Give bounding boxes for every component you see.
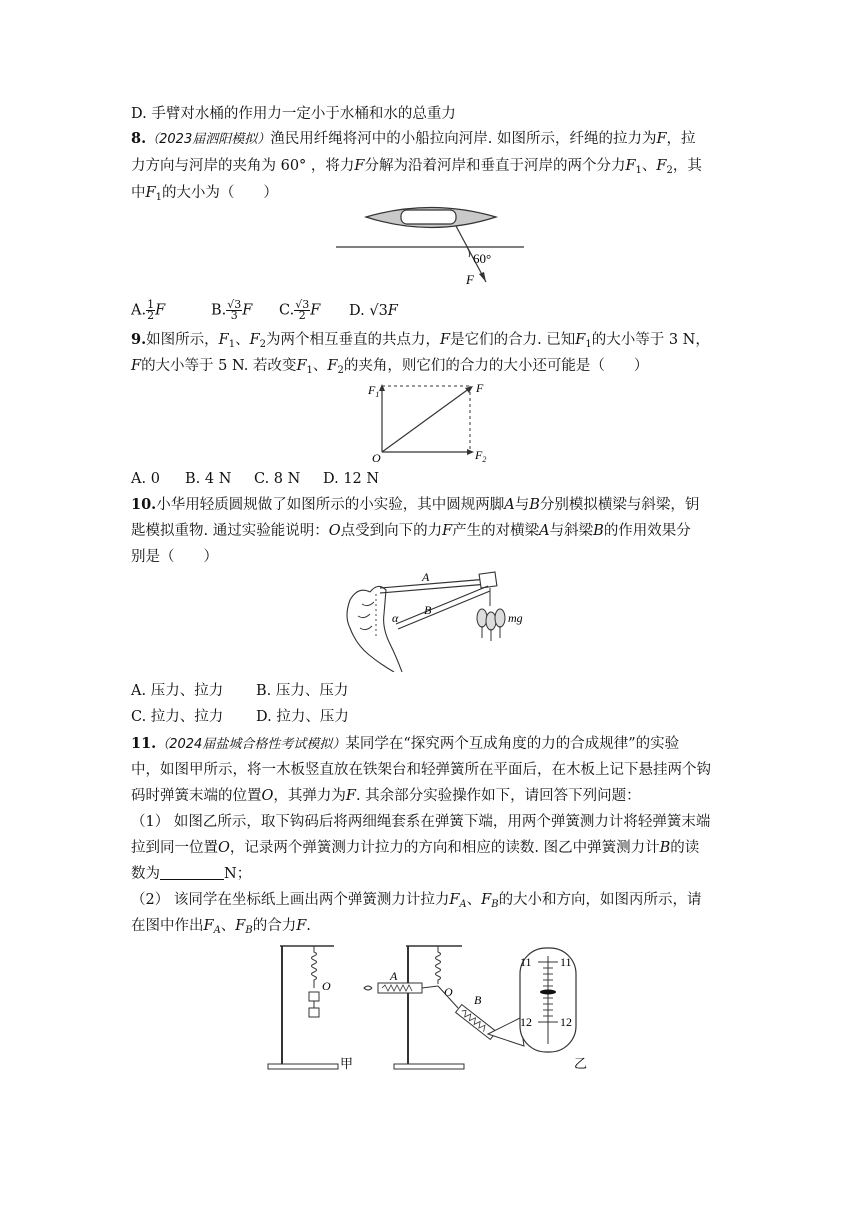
arrow-head [479, 272, 486, 282]
text: 与斜梁 [549, 523, 594, 539]
q9-option-c[interactable]: C. 8 N [254, 471, 301, 487]
text: B [491, 899, 499, 910]
text: 力方向与河岸的夹角为 60° ，将力 [131, 158, 355, 174]
fraction [226, 300, 242, 321]
text: F [203, 918, 214, 934]
f1-label: $F_1$ [368, 383, 380, 399]
text: 的大小为（ ） [161, 185, 278, 201]
angle-label: 60° [473, 251, 492, 266]
q10-line-1 [131, 495, 731, 515]
beam-b-top [396, 586, 488, 624]
f-label: F [476, 381, 484, 395]
text: F [131, 358, 142, 374]
resultant-vector [382, 388, 470, 452]
beam-a-top [380, 579, 488, 588]
text: 1 [585, 339, 592, 350]
origin-label: O [372, 451, 381, 464]
boat-cabin [401, 210, 456, 224]
text: 的夹角，则它们的合力的大小还可能是（ ） [343, 358, 649, 374]
resultant-arrow [465, 386, 473, 393]
question-number: 9. [131, 331, 147, 348]
text: 在图中作出 [131, 918, 204, 934]
beam-a-bottom [380, 584, 488, 593]
text: 码时弹簧末端的位置 [131, 788, 262, 804]
question-number: 10. [131, 496, 157, 513]
text: √3 [369, 302, 388, 319]
figure-jia-label: 甲 [340, 1056, 354, 1071]
scale-mark-11-right: 11 [560, 955, 572, 969]
q10-option-d[interactable]: D. 拉力、压力 [256, 709, 349, 725]
text: N； [224, 866, 252, 882]
stand-base-jia [268, 1064, 338, 1069]
q11-line-2 [131, 760, 731, 780]
spring-apparatus-diagram [262, 938, 592, 1074]
stand-base-yi [394, 1064, 464, 1069]
numerator: √3 [295, 298, 310, 311]
text: 点受到向下的力 [340, 523, 443, 539]
text: 分别模拟横梁与斜梁，钥 [539, 497, 700, 513]
string-a [422, 986, 438, 988]
key-2 [486, 612, 496, 630]
text: 中，如图甲所示，将一木板竖直放在铁架台和轻弹簧所在平面后，在木板上记下悬挂两个钩 [131, 762, 711, 778]
q8-line-2 [131, 156, 731, 181]
text: 2 [666, 165, 673, 176]
q11-line-1 [131, 734, 731, 755]
q8-option-c[interactable] [279, 300, 349, 321]
numerator: √3 [227, 298, 242, 311]
text: F [296, 918, 307, 934]
scale-b-label: B [474, 993, 482, 1007]
text: 中 [131, 185, 146, 201]
q10-options-row-1 [131, 681, 731, 701]
force-label: F [466, 272, 474, 287]
text: . 其余部分实验操作如下，请回答下列问题： [355, 788, 641, 804]
q10-line-3 [131, 547, 731, 567]
text: F [481, 892, 492, 908]
weight-label: mg [508, 611, 523, 625]
text: B [529, 497, 540, 513]
text: F [656, 131, 667, 147]
text: A [459, 899, 467, 910]
text: 的读 [670, 840, 700, 856]
text: 渔民用纤绳将河中的小船拉向河岸. 如图所示，纤绳的拉力为 [270, 131, 657, 147]
beam-b-label: B [424, 603, 432, 617]
text: F [440, 332, 451, 348]
text: F [575, 332, 586, 348]
q10-option-c[interactable]: C. 拉力、拉力 [131, 709, 224, 725]
beam-a-label: A [422, 570, 430, 584]
text: 拉到同一位置 [131, 840, 218, 856]
text: A [213, 925, 221, 936]
text: 、 [220, 918, 236, 934]
text: 、 [312, 358, 328, 374]
text: F [449, 892, 460, 908]
text: 如图所示， [146, 332, 219, 348]
scale-mark-12-right: 12 [560, 1015, 572, 1029]
text: ，记录两个弹簧测力计拉力的方向和相应的读数. 图乙中弹簧测力计 [229, 840, 660, 856]
q11-part1-line-1 [131, 812, 731, 832]
text: 数为 [131, 866, 160, 882]
text: F [442, 523, 453, 539]
q9-option-b[interactable]: B. 4 N [185, 471, 232, 487]
text: 、 [235, 332, 250, 348]
text: 的合力 [252, 918, 297, 934]
text: （1） 如图乙所示，取下钩码后将两细绳套系在弹簧下端，用两个弹簧测力计将轻弹簧末端 [131, 814, 711, 830]
f2-label: $F_2$ [475, 448, 487, 464]
q10-options-row-2 [131, 707, 731, 727]
text: 匙模拟重物. 通过实验能说明： [131, 523, 329, 539]
q11-part1-line-2 [131, 838, 731, 858]
fraction [146, 300, 155, 321]
q10-line-2 [131, 521, 731, 541]
text: B [593, 523, 604, 539]
text: 1 [635, 165, 642, 176]
text: . [306, 918, 311, 934]
denominator: 3 [230, 309, 238, 322]
scale-mark-12-left: 12 [520, 1015, 532, 1029]
callout-pointer [488, 1018, 524, 1046]
text: O [328, 523, 341, 539]
text: ，其 [672, 158, 702, 174]
text: F [310, 302, 321, 319]
compass-experiment-diagram [340, 568, 530, 672]
q9-option-d[interactable]: D. 12 N [323, 471, 380, 487]
text: F [656, 158, 667, 174]
angle-alpha-label: α [392, 611, 399, 625]
text: 的作用效果分 [603, 523, 691, 539]
q8-option-d[interactable] [349, 301, 398, 321]
text: 某同学在“探究两个互成角度的力的合成规律”的实验 [345, 736, 680, 752]
text: F [387, 302, 398, 319]
text: F [145, 185, 156, 201]
text: B [659, 840, 671, 856]
text: F [345, 788, 356, 804]
q10-option-a[interactable]: A. 压力、拉力 [131, 683, 224, 699]
text: 的大小等于 3 N， [591, 332, 710, 348]
text: 小华用轻质圆规做了如图所示的小实验，其中圆规两脚 [156, 497, 505, 513]
q9-option-a[interactable]: A. 0 [131, 471, 160, 487]
point-o-label-jia: O [322, 979, 331, 993]
option-label: C. [279, 302, 295, 319]
text: 的大小和方向，如图丙所示，请 [498, 892, 702, 908]
f2-arrow [467, 449, 474, 455]
option-label: B. [211, 302, 227, 319]
denominator: 2 [298, 309, 306, 322]
q8-line-1 [131, 129, 731, 150]
text: B [245, 925, 253, 936]
question-number: 11. [131, 735, 157, 752]
fraction [294, 300, 310, 321]
point-o-label-yi: O [444, 985, 453, 999]
text: 为两个相互垂直的共点力， [266, 332, 441, 348]
option-label: A. [131, 302, 147, 319]
text: A [504, 497, 515, 513]
text: 1 [155, 192, 162, 203]
option-text: D. 手臂对水桶的作用力一定小于水桶和水的总重力 [131, 106, 456, 122]
weight-1 [309, 992, 319, 1001]
text: 与 [514, 497, 530, 513]
text: 2 [259, 339, 267, 350]
figure-yi-label: 乙 [574, 1056, 588, 1071]
text: 1 [228, 339, 236, 350]
question-source: （2023届泗阳模拟） [146, 132, 271, 147]
q9-line-1 [131, 330, 731, 355]
numerator: 1 [147, 298, 155, 311]
text: 的大小等于 5 N. 若改变 [141, 358, 297, 374]
hand-outline [347, 586, 402, 672]
compass-head [479, 572, 497, 588]
q11-line-3 [131, 786, 731, 806]
text: F [218, 332, 229, 348]
text: （2） 该同学在坐标纸上画出两个弹簧测力计拉力 [131, 892, 450, 908]
q8-option-b[interactable] [211, 300, 279, 321]
q11-part1-line-3 [131, 864, 731, 884]
text: 、 [641, 158, 657, 174]
spring-yi [436, 946, 441, 984]
text: O [218, 840, 230, 856]
text: 1 [306, 365, 313, 376]
denominator: 2 [147, 309, 155, 322]
key-3 [495, 609, 505, 627]
text: F [625, 158, 636, 174]
finger-lines [358, 602, 374, 630]
question-source: （2024届盐城合格性考试模拟） [156, 737, 346, 752]
angle-arc [467, 247, 470, 257]
text: 、 [466, 892, 482, 908]
q8-option-a[interactable] [131, 300, 211, 321]
q11-part2-line-1 [131, 890, 731, 915]
question-number: 8. [131, 130, 147, 147]
f1-arrow [379, 384, 385, 391]
q9-options [131, 469, 731, 489]
scale-a-label: A [390, 969, 398, 983]
text: F [327, 358, 338, 374]
boat-diagram [336, 204, 526, 290]
answer-blank[interactable] [160, 865, 224, 880]
spring-jia [312, 946, 317, 988]
key-1 [477, 609, 487, 627]
text: 分解为沿着河岸和垂直于河岸的两个分力 [364, 158, 626, 174]
text: F [354, 158, 365, 174]
text: 别是（ ） [131, 549, 218, 565]
q7-option-d [131, 104, 731, 124]
scale-a-hook [364, 986, 372, 990]
q10-option-b[interactable]: B. 压力、压力 [256, 683, 349, 699]
text: F [242, 302, 253, 319]
text: A [539, 523, 550, 539]
text: ，拉 [666, 131, 696, 147]
text: F [235, 918, 246, 934]
weight-2 [309, 1008, 319, 1017]
text: F [155, 302, 166, 319]
text: 是它们的合力. 已知 [450, 332, 576, 348]
force-parallelogram-diagram [362, 378, 502, 464]
scale-pointer [540, 990, 556, 995]
text: F [296, 358, 307, 374]
option-label: D. [349, 302, 365, 319]
text: 产生的对横梁 [452, 523, 540, 539]
scale-mark-11-left: 11 [520, 955, 532, 969]
text: ，其弹力为 [273, 788, 346, 804]
beam-b-bottom [398, 591, 490, 629]
text: O [261, 788, 274, 804]
text: F [249, 332, 260, 348]
q8-options [131, 300, 731, 322]
text: 2 [337, 365, 344, 376]
